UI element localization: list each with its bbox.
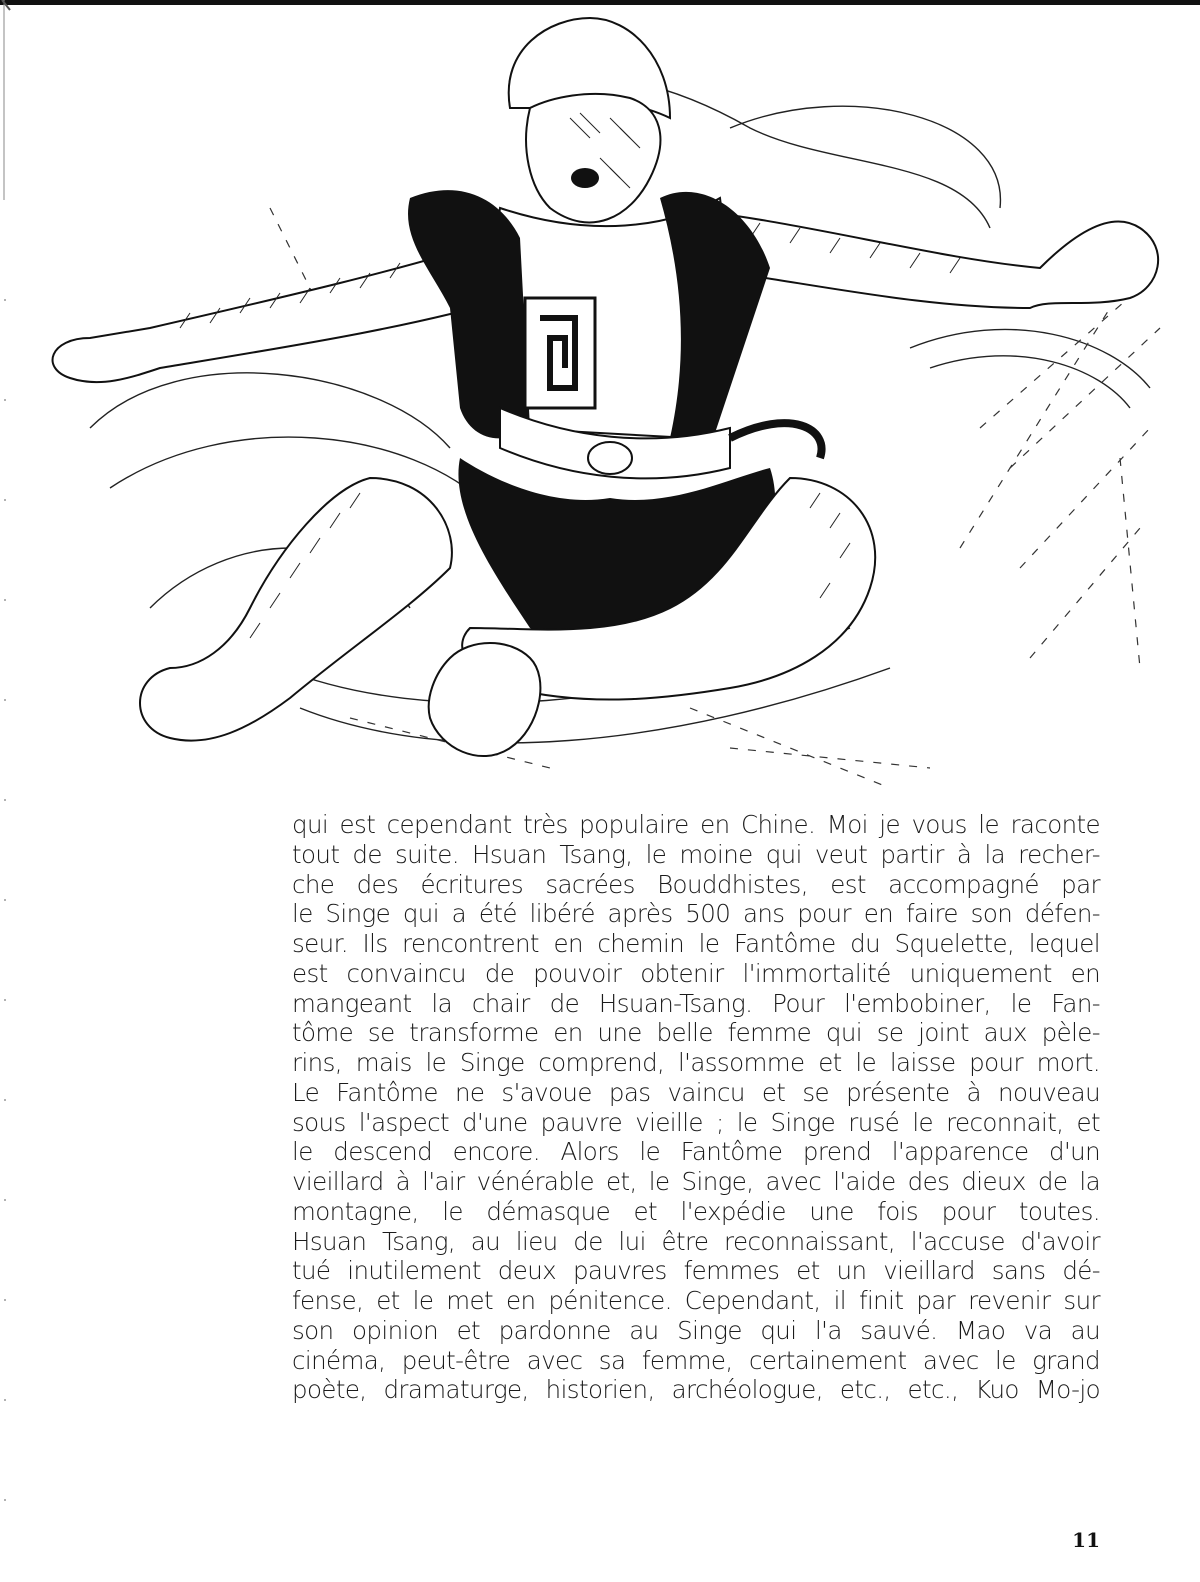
- body-line: vieillard à l'air vénérable et, le Singe, avec l'aide des dieux de la: [292, 1167, 1100, 1196]
- body-line: fense, et le met en pénitence. Cependant, il finit par revenir sur: [292, 1286, 1100, 1315]
- body-line: le descend encore. Alors le Fantôme prend l'apparence d'un: [292, 1137, 1100, 1167]
- body-line: tôme se transforme en une belle femme qui se joint aux pèle-: [292, 1018, 1100, 1048]
- page-left-edge: [0, 0, 14, 1582]
- monkey-warrior-illustration: [30, 8, 1180, 798]
- body-line: qui est cependant très populaire en Chine. Moi je vous le raconte: [292, 810, 1100, 839]
- body-line: tout de suite. Hsuan Tsang, le moine qui veut partir à la recher-: [292, 839, 1100, 869]
- body-line: montagne, le démasque et l'expédie une fois pour toutes.: [292, 1196, 1100, 1226]
- body-line: Hsuan Tsang, au lieu de lui être reconnaissant, l'accuse d'avoir: [292, 1226, 1100, 1256]
- body-line: son opinion et pardonne au Singe qui l'a sauvé. Mao va au: [292, 1315, 1100, 1345]
- body-line: rins, mais le Singe comprend, l'assomme et le laisse pour mort.: [292, 1048, 1100, 1077]
- body-line: mangeant la chair de Hsuan-Tsang. Pour l'embobiner, le Fan-: [292, 988, 1100, 1018]
- body-line: che des écritures sacrées Bouddhistes, est accompagné par: [292, 869, 1100, 899]
- body-line: poète, dramaturge, historien, archéologue, etc., etc., Kuo Mo-jo: [292, 1375, 1100, 1405]
- page-number: 11: [1072, 1528, 1100, 1552]
- body-line: Le Fantôme ne s'avoue pas vaincu et se présente à nouveau: [292, 1077, 1100, 1107]
- body-line: cinéma, peut-être avec sa femme, certainement avec le grand: [292, 1345, 1100, 1375]
- top-rule: [0, 0, 1200, 5]
- body-line: est convaincu de pouvoir obtenir l'immortalité uniquement en: [292, 958, 1100, 988]
- body-line: seur. Ils rencontrent en chemin le Fantôme du Squelette, lequel: [292, 929, 1100, 958]
- body-line: tué inutilement deux pauvres femmes et un vieillard sans dé-: [292, 1256, 1100, 1286]
- body-text: [292, 810, 1100, 1405]
- body-line: le Singe qui a été libéré après 500 ans pour en faire son défen-: [292, 899, 1100, 929]
- body-line: sous l'aspect d'une pauvre vieille ; le Singe rusé le reconnait, et: [292, 1107, 1100, 1137]
